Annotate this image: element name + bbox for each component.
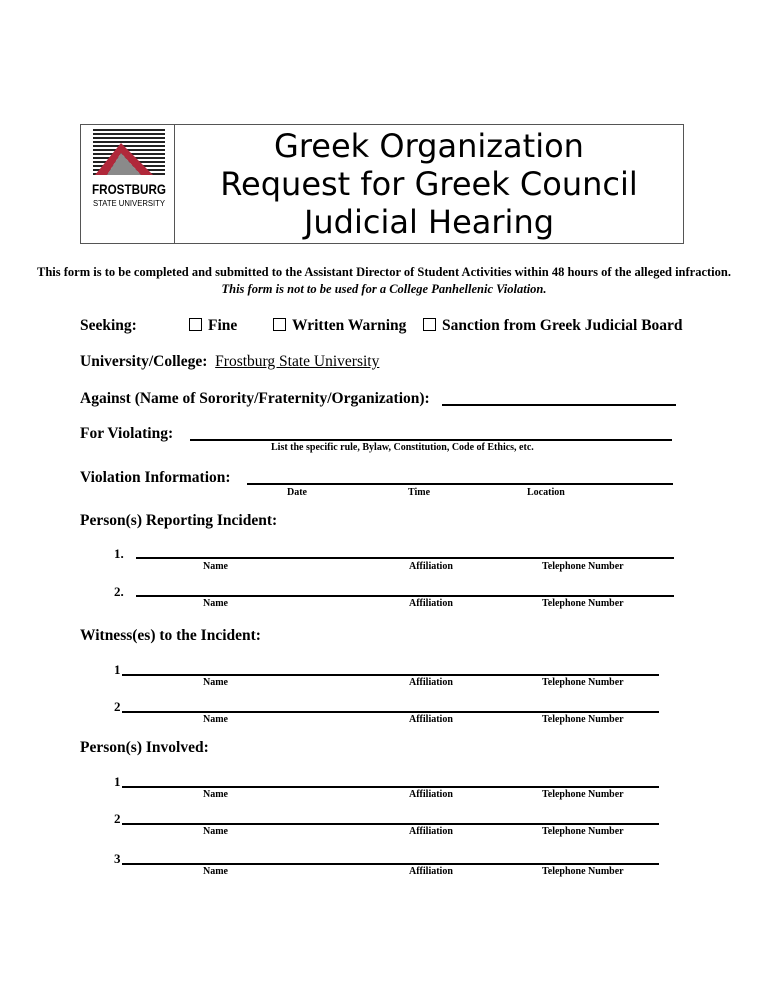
university-value[interactable]: Frostburg State University <box>215 353 380 370</box>
violation-info-input-line[interactable] <box>247 483 673 485</box>
caption-affiliation: Affiliation <box>409 866 453 877</box>
caption-name: Name <box>203 598 228 609</box>
instructions-text: This form is to be completed and submitted to the Assistant Director of Student Activities within 48 hours of the alleged infraction. <box>37 265 731 279</box>
involved-heading: Person(s) Involved: <box>80 739 209 756</box>
caption-name: Name <box>203 714 228 725</box>
violating-label: For Violating: <box>80 425 174 442</box>
violating-input-line[interactable] <box>190 439 672 441</box>
caption-phone: Telephone Number <box>542 826 624 837</box>
sanction-checkbox[interactable] <box>423 318 436 331</box>
logo-wordmark: FROSTBURG <box>92 181 167 197</box>
caption-affiliation: Affiliation <box>409 714 453 725</box>
instructions-italic: This form is not to be used for a College Panhellenic Violation. <box>221 282 547 296</box>
caption-name: Name <box>203 826 228 837</box>
caption-name: Name <box>203 561 228 572</box>
witness-number-2: 2 <box>114 699 121 714</box>
form-header <box>80 124 684 244</box>
witness-line-2[interactable] <box>122 711 659 713</box>
instructions <box>30 264 738 298</box>
title-line-1: Greek Organization <box>274 127 584 165</box>
caption-phone: Telephone Number <box>542 677 624 688</box>
caption-phone: Telephone Number <box>542 598 624 609</box>
reporting-line-2[interactable] <box>136 595 674 597</box>
form-title <box>175 125 683 245</box>
involved-number-2: 2 <box>114 811 121 826</box>
caption-location: Location <box>527 487 565 498</box>
caption-phone: Telephone Number <box>542 866 624 877</box>
option-fine[interactable] <box>189 317 237 335</box>
reporting-heading: Person(s) Reporting Incident: <box>80 512 278 529</box>
seeking-label: Seeking: <box>80 317 137 334</box>
caption-affiliation: Affiliation <box>409 789 453 800</box>
option-sanction[interactable] <box>423 317 683 335</box>
caption-name: Name <box>203 677 228 688</box>
reporting-line-1[interactable] <box>136 557 674 559</box>
frostburg-logo-icon <box>81 125 174 243</box>
university-field <box>80 353 379 371</box>
against-input-line[interactable] <box>442 404 676 406</box>
involved-line-2[interactable] <box>122 823 659 825</box>
violating-caption: List the specific rule, Bylaw, Constitution, Code of Ethics, etc. <box>271 442 534 453</box>
caption-affiliation: Affiliation <box>409 677 453 688</box>
caption-phone: Telephone Number <box>542 789 624 800</box>
title-line-2: Request for Greek Council <box>220 165 638 203</box>
university-logo <box>81 125 175 243</box>
option-sanction-label: Sanction from Greek Judicial Board <box>442 317 683 334</box>
caption-affiliation: Affiliation <box>409 826 453 837</box>
violation-info-label: Violation Information: <box>80 469 231 486</box>
title-line-3: Judicial Hearing <box>303 203 555 241</box>
caption-phone: Telephone Number <box>542 714 624 725</box>
option-written-warning-label: Written Warning <box>292 317 407 334</box>
involved-number-3: 3 <box>114 851 121 866</box>
witnesses-heading: Witness(es) to the Incident: <box>80 627 261 644</box>
reporting-number-2: 2. <box>114 584 124 599</box>
caption-name: Name <box>203 789 228 800</box>
caption-name: Name <box>203 866 228 877</box>
involved-line-3[interactable] <box>122 863 659 865</box>
caption-date: Date <box>287 487 307 498</box>
caption-affiliation: Affiliation <box>409 561 453 572</box>
logo-subtext: STATE UNIVERSITY <box>93 199 166 208</box>
caption-affiliation: Affiliation <box>409 598 453 609</box>
caption-phone: Telephone Number <box>542 561 624 572</box>
witness-line-1[interactable] <box>122 674 659 676</box>
witness-number-1: 1 <box>114 662 121 677</box>
university-label: University/College: <box>80 353 208 370</box>
reporting-number-1: 1. <box>114 546 124 561</box>
option-fine-label: Fine <box>208 317 238 334</box>
involved-line-1[interactable] <box>122 786 659 788</box>
fine-checkbox[interactable] <box>189 318 202 331</box>
caption-time: Time <box>408 487 431 498</box>
involved-number-1: 1 <box>114 774 121 789</box>
against-label: Against (Name of Sorority/Fraternity/Organization): <box>80 390 430 407</box>
option-written-warning[interactable] <box>273 317 406 335</box>
written-warning-checkbox[interactable] <box>273 318 286 331</box>
